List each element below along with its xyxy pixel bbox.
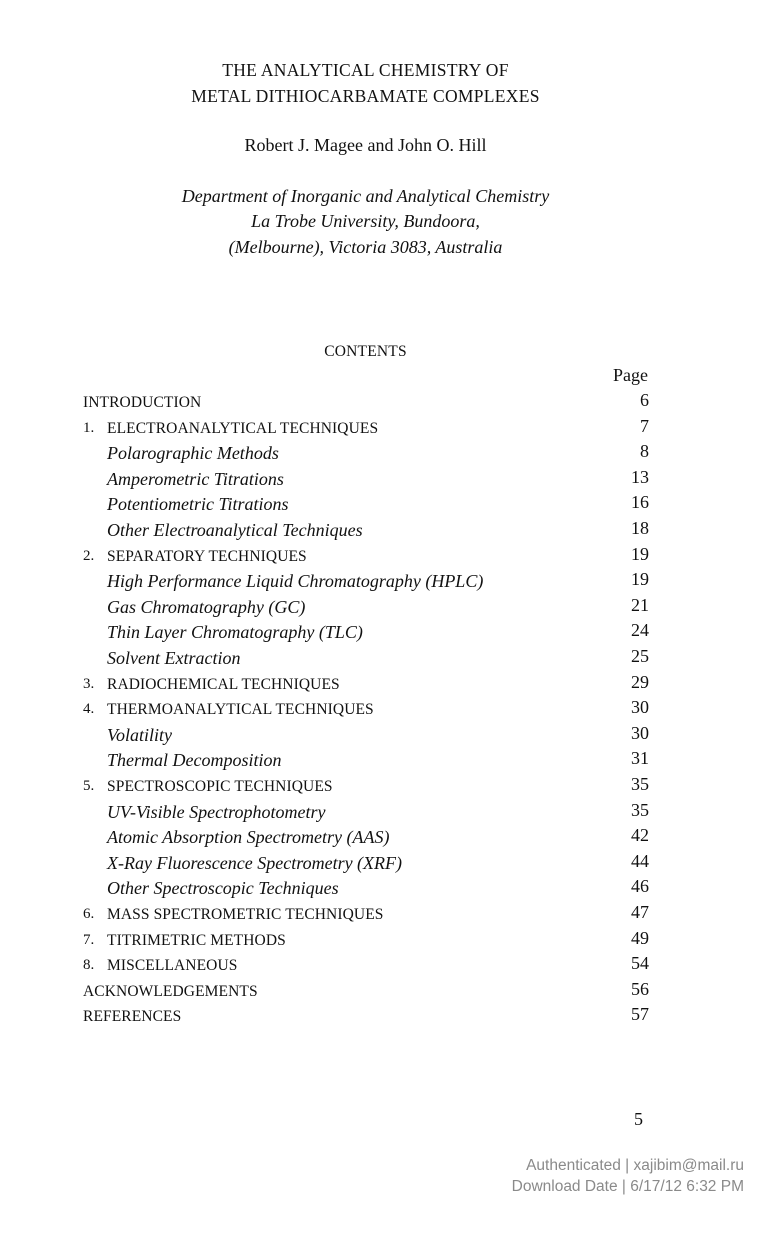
toc-entry-label: THERMOANALYTICAL TECHNIQUES (107, 701, 374, 719)
toc-entry (0, 722, 771, 749)
toc-entry-page: 16 (631, 492, 649, 513)
toc-entry-number: 4. (83, 701, 95, 718)
toc-entry (0, 392, 771, 416)
download-date-stamp: Download Date | 6/17/12 6:32 PM (511, 1178, 744, 1195)
toc-entry-label: Potentiometric Titrations (107, 494, 289, 515)
toc-entry-label: MASS SPECTROMETRIC TECHNIQUES (107, 906, 384, 923)
toc-entry (0, 466, 771, 493)
toc-entry-number: 3. (83, 675, 95, 692)
toc-entry-page: 7 (640, 415, 649, 436)
toc-entry-page: 8 (640, 441, 649, 462)
toc-entry-label: Atomic Absorption Spectrometry (AAS) (107, 827, 390, 848)
toc-entry-label: UV-Visible Spectrophotometry (107, 801, 326, 822)
toc-entry-label: Thin Layer Chromatography (TLC) (107, 622, 363, 643)
toc-entry-label: Volatility (107, 724, 172, 745)
toc-entry-number: 2. (83, 547, 95, 564)
toc-entry-label: Thermal Decomposition (107, 750, 282, 771)
toc-entry (0, 543, 771, 570)
toc-entry-label: TITRIMETRIC METHODS (107, 931, 286, 949)
toc-entry-page: 21 (631, 594, 649, 615)
toc-entry-label: Solvent Extraction (107, 648, 241, 668)
toc-entry-label: ELECTROANALYTICAL TECHNIQUES (107, 419, 379, 437)
toc-entry (0, 571, 771, 595)
toc-entry-label: X-Ray Fluorescence Spectrometry (XRF) (107, 852, 403, 873)
toc-entry-page: 13 (631, 466, 649, 487)
authors: Robert J. Magee and John O. Hill (244, 135, 487, 155)
toc-entry-page: 35 (631, 799, 649, 820)
toc-entry-label: Polarographic Methods (107, 443, 279, 464)
toc-entry (0, 904, 771, 928)
toc-entry-label: High Performance Liquid Chromatography (HPLC) (107, 571, 484, 592)
toc-entry-label: SEPARATORY TECHNIQUES (107, 547, 307, 565)
toc-entry-label: ACKNOWLEDGEMENTS (83, 982, 258, 1000)
toc-entry (0, 671, 771, 698)
toc-entry-label: INTRODUCTION (83, 394, 202, 411)
toc-entry-page: 25 (631, 646, 649, 666)
toc-entry-page: 29 (631, 671, 649, 692)
toc-entry (0, 878, 771, 902)
toc-entry-number: 1. (83, 419, 95, 436)
toc-entry (0, 415, 771, 442)
contents-heading: CONTENTS (324, 343, 407, 360)
toc-entry-page: 31 (631, 748, 649, 769)
toc-entry-page: 30 (631, 697, 649, 718)
toc-entry-page: 49 (631, 927, 649, 948)
toc-entry-label: Other Electroanalytical Techniques (107, 520, 363, 540)
toc-entry-page: 24 (631, 620, 649, 641)
toc-entry-page: 30 (631, 722, 649, 743)
toc-entry-label: MISCELLANEOUS (107, 957, 238, 975)
toc-entry (0, 850, 771, 877)
document-title-line-1: THE ANALYTICAL CHEMISTRY OF (222, 60, 509, 80)
toc-entry (0, 494, 771, 518)
toc-entry-page: 35 (631, 774, 649, 794)
toc-entry-number: 7. (83, 931, 95, 948)
toc-entry-page: 46 (631, 876, 649, 897)
toc-entry-page: 19 (631, 543, 649, 564)
toc-entry (0, 927, 771, 954)
toc-entry (0, 978, 771, 1005)
toc-entry (0, 750, 771, 774)
affiliation-line-3: (Melbourne), Victoria 3083, Australia (228, 237, 503, 257)
toc-entry (0, 1006, 771, 1030)
toc-entry-label: REFERENCES (83, 1008, 182, 1026)
toc-entry-page: 18 (631, 518, 649, 538)
toc-entry-page: 44 (631, 850, 649, 871)
toc-entry-page: 54 (631, 953, 649, 974)
page-number: 5 (634, 1109, 643, 1129)
toc-entry-number: 5. (83, 778, 95, 794)
toc-entry-page: 57 (631, 1004, 649, 1025)
toc-entry-number: 8. (83, 957, 95, 974)
toc-entry (0, 648, 771, 672)
toc-entry-label: SPECTROSCOPIC TECHNIQUES (107, 778, 333, 795)
toc-entry-label: Other Spectroscopic Techniques (107, 878, 339, 899)
toc-entry-label: Gas Chromatography (GC) (107, 596, 306, 617)
toc-entry (0, 827, 771, 851)
affiliation-line-2: La Trobe University, Bundoora, (251, 211, 480, 231)
document-title-line-2: METAL DITHIOCARBAMATE COMPLEXES (191, 86, 540, 106)
toc-entry (0, 520, 771, 544)
toc-entry-number: 6. (83, 906, 95, 922)
toc-entry-page: 47 (631, 902, 649, 922)
authentication-stamp: Authenticated | xajibim@mail.ru (526, 1157, 744, 1174)
toc-entry-label: Amperometric Titrations (107, 468, 284, 489)
toc-entry (0, 594, 771, 621)
toc-entry-page: 6 (640, 390, 649, 410)
toc-entry (0, 776, 771, 800)
page-column-label: Page (613, 365, 648, 385)
toc-entry (0, 799, 771, 826)
toc-entry-label: RADIOCHEMICAL TECHNIQUES (107, 675, 340, 693)
toc-entry-page: 19 (631, 569, 649, 590)
toc-entry-page: 42 (631, 825, 649, 846)
toc-entry (0, 622, 771, 646)
toc-entry (0, 443, 771, 467)
toc-entry (0, 955, 771, 979)
toc-entry (0, 699, 771, 723)
affiliation-line-1: Department of Inorganic and Analytical Chemistry (181, 186, 550, 206)
toc-entry-page: 56 (631, 978, 649, 999)
